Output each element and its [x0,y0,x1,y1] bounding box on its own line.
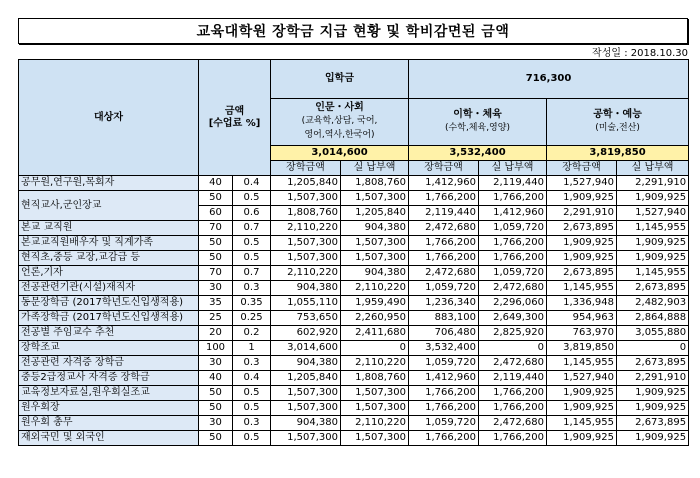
row-name: 전공별 주임교수 추천 [19,326,199,341]
row-rate: 0.25 [233,311,271,326]
table-row [19,236,689,251]
group-majors-2: 영어,역사,한국어) [304,130,375,140]
scholarship-amount: 1,145,955 [547,281,617,296]
actual-payment: 1,909,925 [617,386,689,401]
row-name: 전공관련기관(시설)재직자 [19,281,199,296]
header-group-humanities [271,99,409,146]
actual-payment: 3,055,880 [617,326,689,341]
table-row [19,371,689,386]
row-name: 장학조교 [19,341,199,356]
table-row [19,221,689,236]
actual-payment: 1,808,760 [341,371,409,386]
actual-payment: 1,507,300 [341,386,409,401]
actual-payment: 1,507,300 [341,431,409,446]
scholarship-amount: 1,507,300 [271,191,341,206]
actual-payment: 1,205,840 [341,206,409,221]
actual-payment: 1,909,925 [617,401,689,416]
col-actual: 실 납부액 [617,161,689,176]
scholarship-amount: 2,673,895 [547,221,617,236]
scholarship-amount: 1,507,300 [271,236,341,251]
actual-payment: 2,673,895 [617,356,689,371]
scholarship-amount: 904,380 [271,416,341,431]
scholarship-amount: 904,380 [271,281,341,296]
scholarship-amount: 2,472,680 [409,221,479,236]
row-percent: 25 [199,311,233,326]
col-scholarship: 장학금액 [547,161,617,176]
actual-payment: 1,766,200 [479,431,547,446]
row-rate: 0.35 [233,296,271,311]
actual-payment: 0 [479,341,547,356]
scholarship-amount: 1,507,300 [271,431,341,446]
scholarship-amount: 1,909,925 [547,236,617,251]
scholarship-amount: 1,766,200 [409,401,479,416]
row-name: 가족장학금 (2017학년도신입생적용) [19,311,199,326]
table-row [19,311,689,326]
row-percent: 40 [199,371,233,386]
actual-payment: 904,380 [341,221,409,236]
scholarship-amount: 1,205,840 [271,371,341,386]
row-rate: 0.5 [233,236,271,251]
actual-payment: 1,766,200 [479,191,547,206]
header-entrance-label: 입학금 [271,60,409,99]
row-name: 본교교직원배우자 및 직계가족 [19,236,199,251]
table-row [19,176,689,191]
row-rate: 0.2 [233,326,271,341]
scholarship-amount: 1,412,960 [409,371,479,386]
scholarship-amount: 1,055,110 [271,296,341,311]
row-rate: 0.3 [233,356,271,371]
scholarship-amount: 1,059,720 [409,281,479,296]
scholarship-amount: 1,909,925 [547,191,617,206]
row-percent: 50 [199,401,233,416]
row-name: 원우회장 [19,401,199,416]
col-actual: 실 납부액 [479,161,547,176]
scholarship-amount: 1,059,720 [409,356,479,371]
actual-payment: 1,145,955 [617,266,689,281]
row-percent: 30 [199,281,233,296]
scholarship-amount: 1,336,948 [547,296,617,311]
tuition-science: 3,532,400 [409,146,547,161]
scholarship-amount: 2,291,910 [547,206,617,221]
table-row [19,356,689,371]
row-name: 현직초,중등 교장,교감급 등 [19,251,199,266]
actual-payment: 2,649,300 [479,311,547,326]
row-rate: 0.3 [233,416,271,431]
scholarship-amount: 1,205,840 [271,176,341,191]
scholarship-amount: 1,527,940 [547,176,617,191]
scholarship-amount: 602,920 [271,326,341,341]
row-name: 현직교사,군인장교 [19,191,199,221]
row-rate: 0.5 [233,431,271,446]
scholarship-amount: 1,909,925 [547,431,617,446]
actual-payment: 2,291,910 [617,371,689,386]
row-percent: 60 [199,206,233,221]
group-name: 공학・예능 [593,109,642,120]
actual-payment: 904,380 [341,266,409,281]
actual-payment: 1,145,955 [617,221,689,236]
row-percent: 70 [199,266,233,281]
row-percent: 20 [199,326,233,341]
actual-payment: 1,766,200 [479,401,547,416]
scholarship-amount: 2,110,220 [271,221,341,236]
tuition-humanities: 3,014,600 [271,146,409,161]
actual-payment: 2,472,680 [479,356,547,371]
row-percent: 30 [199,416,233,431]
scholarship-table [18,59,689,446]
table-row [19,416,689,431]
row-percent: 50 [199,431,233,446]
table-row [19,281,689,296]
header-target: 대상자 [19,60,199,176]
row-rate: 0.5 [233,251,271,266]
row-rate: 0.3 [233,281,271,296]
scholarship-amount: 2,110,220 [271,266,341,281]
row-name: 교육정보자료실,원우회실조교 [19,386,199,401]
actual-payment: 1,059,720 [479,221,547,236]
header-entrance-amount: 716,300 [409,60,689,99]
actual-payment: 1,507,300 [341,191,409,206]
row-rate: 0.4 [233,176,271,191]
header-rate-sub: [수업료 %] [208,117,261,129]
table-row [19,251,689,266]
row-name: 동문장학금 (2017학년도신입생적용) [19,296,199,311]
scholarship-amount: 1,909,925 [547,401,617,416]
actual-payment: 1,059,720 [479,266,547,281]
actual-payment: 2,825,920 [479,326,547,341]
actual-payment: 1,909,925 [617,251,689,266]
row-percent: 50 [199,236,233,251]
scholarship-amount: 1,766,200 [409,386,479,401]
actual-payment: 2,472,680 [479,281,547,296]
row-rate: 0.7 [233,266,271,281]
scholarship-amount: 3,014,600 [271,341,341,356]
header-group-science [409,99,547,146]
col-actual: 실 납부액 [341,161,409,176]
row-rate: 0.4 [233,371,271,386]
table-row [19,386,689,401]
row-rate: 1 [233,341,271,356]
row-name: 공무원,연구원,목회자 [19,176,199,191]
actual-payment: 2,291,910 [617,176,689,191]
scholarship-amount: 2,673,895 [547,266,617,281]
header-group-engineering [547,99,689,146]
actual-payment: 2,119,440 [479,176,547,191]
scholarship-amount: 763,970 [547,326,617,341]
actual-payment: 1,909,925 [617,431,689,446]
row-percent: 50 [199,251,233,266]
table-row [19,296,689,311]
row-rate: 0.7 [233,221,271,236]
actual-payment: 2,260,950 [341,311,409,326]
date-label: 작성일 : 2018.10.30 [592,48,688,59]
row-name: 재외국민 및 외국인 [19,431,199,446]
scholarship-amount: 1,909,925 [547,386,617,401]
scholarship-amount: 1,766,200 [409,431,479,446]
actual-payment: 2,110,220 [341,416,409,431]
scholarship-amount: 706,480 [409,326,479,341]
table-row [19,326,689,341]
table-row [19,401,689,416]
actual-payment: 1,766,200 [479,386,547,401]
scholarship-amount: 2,472,680 [409,266,479,281]
row-percent: 35 [199,296,233,311]
scholarship-amount: 1,145,955 [547,356,617,371]
header-rate-label: 금액 [224,105,245,117]
table-row [19,431,689,446]
scholarship-amount: 883,100 [409,311,479,326]
col-scholarship: 장학금액 [271,161,341,176]
actual-payment: 2,411,680 [341,326,409,341]
scholarship-amount: 753,650 [271,311,341,326]
actual-payment: 1,909,925 [617,191,689,206]
scholarship-amount: 1,766,200 [409,251,479,266]
actual-payment: 2,673,895 [617,281,689,296]
row-percent: 40 [199,176,233,191]
actual-payment: 1,507,300 [341,251,409,266]
row-name: 본교 교직원 [19,221,199,236]
scholarship-amount: 1,909,925 [547,251,617,266]
actual-payment: 1,959,490 [341,296,409,311]
scholarship-amount: 1,766,200 [409,236,479,251]
row-name: 중등2급정교사 자격증 장학금 [19,371,199,386]
actual-payment: 1,909,925 [617,236,689,251]
group-name: 이학・체육 [453,109,502,120]
row-name: 언론,기자 [19,266,199,281]
row-rate: 0.5 [233,191,271,206]
actual-payment: 1,808,760 [341,176,409,191]
table-row [19,266,689,281]
actual-payment: 2,472,680 [479,416,547,431]
scholarship-amount: 1,507,300 [271,401,341,416]
scholarship-amount: 1,145,955 [547,416,617,431]
scholarship-amount: 1,766,200 [409,191,479,206]
actual-payment: 2,864,888 [617,311,689,326]
actual-payment: 1,412,960 [479,206,547,221]
scholarship-amount: 954,963 [547,311,617,326]
group-majors-1: (수학,체육,영양) [445,123,510,133]
actual-payment: 2,482,903 [617,296,689,311]
scholarship-amount: 1,059,720 [409,416,479,431]
table-row [19,341,689,356]
col-scholarship: 장학금액 [409,161,479,176]
group-name: 인문・사회 [315,102,364,113]
actual-payment: 2,296,060 [479,296,547,311]
scholarship-amount: 1,507,300 [271,251,341,266]
scholarship-amount: 1,527,940 [547,371,617,386]
row-name: 전공관련 자격증 장학금 [19,356,199,371]
row-percent: 100 [199,341,233,356]
actual-payment: 0 [617,341,689,356]
actual-payment: 0 [341,341,409,356]
row-rate: 0.5 [233,401,271,416]
actual-payment: 1,766,200 [479,251,547,266]
scholarship-amount: 1,808,760 [271,206,341,221]
actual-payment: 2,110,220 [341,356,409,371]
table-row [19,191,689,206]
scholarship-amount: 2,119,440 [409,206,479,221]
scholarship-amount: 1,412,960 [409,176,479,191]
page-title: 교육대학원 장학금 지급 현황 및 학비감면된 금액 [18,18,688,44]
row-rate: 0.5 [233,386,271,401]
row-percent: 50 [199,191,233,206]
scholarship-amount: 904,380 [271,356,341,371]
group-majors-1: (미술,전산) [595,123,640,133]
row-percent: 70 [199,221,233,236]
row-percent: 50 [199,386,233,401]
scholarship-amount: 3,819,850 [547,341,617,356]
row-rate: 0.6 [233,206,271,221]
group-majors-1: (교육학,상담, 국어, [301,116,378,126]
actual-payment: 1,507,300 [341,401,409,416]
scholarship-amount: 3,532,400 [409,341,479,356]
actual-payment: 1,527,940 [617,206,689,221]
header-rate [199,60,271,176]
tuition-engineering: 3,819,850 [547,146,689,161]
scholarship-amount: 1,507,300 [271,386,341,401]
row-percent: 30 [199,356,233,371]
actual-payment: 2,673,895 [617,416,689,431]
scholarship-amount: 1,236,340 [409,296,479,311]
actual-payment: 2,119,440 [479,371,547,386]
row-name: 원우회 총무 [19,416,199,431]
actual-payment: 1,766,200 [479,236,547,251]
actual-payment: 1,507,300 [341,236,409,251]
actual-payment: 2,110,220 [341,281,409,296]
